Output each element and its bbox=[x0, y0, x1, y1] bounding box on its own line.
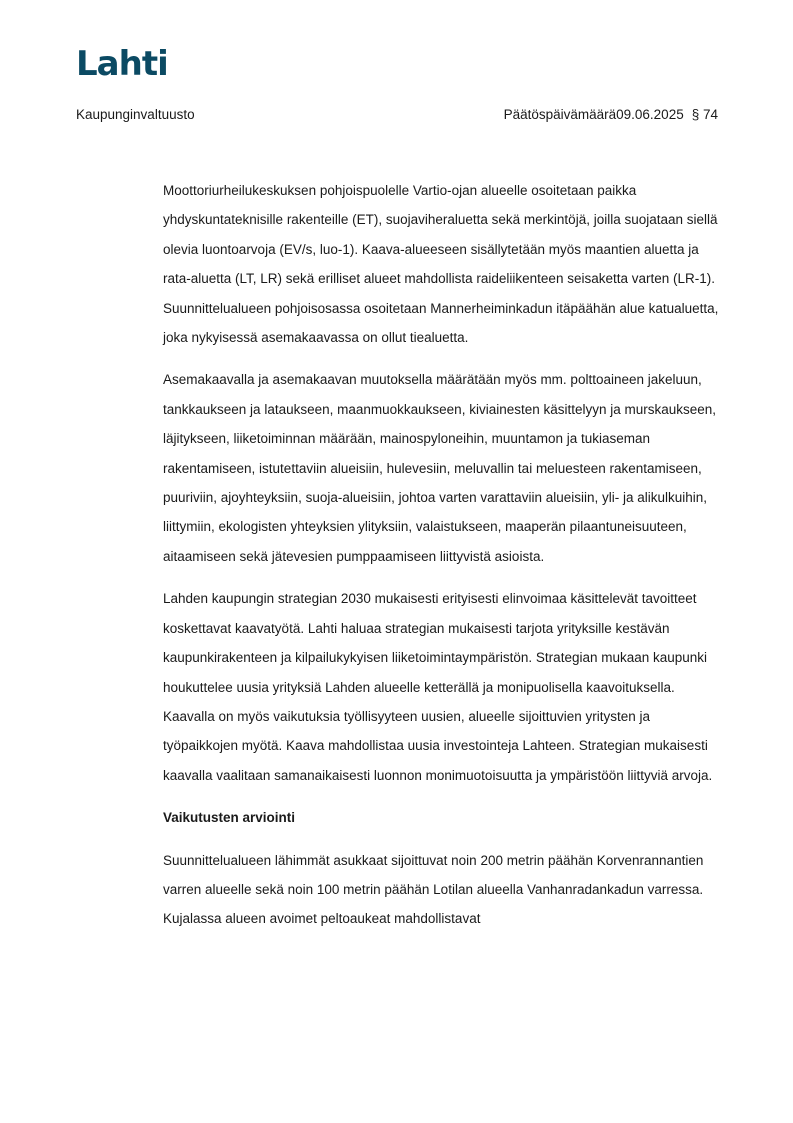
section-heading: Vaikutusten arviointi bbox=[163, 810, 296, 826]
body-paragraph: Moottoriurheilukeskuksen pohjoispuolelle Vartio-ojan alueelle osoitetaan paikka yhdyskuntateknisille rakenteille (ET), suojaviheraluetta sekä merkintöjä, joilla suojataan siellä olevia luontoarvoja (EV/s, luo-1). Kaava-alueeseen sisällytetään myös maantien aluetta ja rata-aluetta (LT, LR) sekä erilliset alueet mahdollista raideliikenteen seisaketta varten (LR-1). Suunnittelualueen pohjoisosassa osoitetaan Mannerheiminkadun itäpäähän alue katualuetta, joka nykyisessä asemakaavassa on ollut tiealuetta. bbox=[163, 183, 719, 346]
decision-meta bbox=[504, 106, 718, 124]
body-paragraph: Suunnittelualueen lähimmät asukkaat sijoittuvat noin 200 metrin päähän Korvenrannantien varren alueelle sekä noin 100 metrin päähän Lotilan alueella Vanhanradankadun varressa. Kujalassa alueen avoimet peltoaukeat mahdollistavat bbox=[163, 852, 704, 927]
decision-date-label: Päätöspäivämäärä09.06.2025 bbox=[503, 107, 684, 122]
document-header bbox=[76, 106, 718, 124]
document-body bbox=[163, 176, 723, 947]
organ-name: Kaupunginvaltuusto bbox=[76, 107, 195, 122]
decision-date: 09.06.2025 bbox=[616, 107, 684, 122]
section-number: § 74 bbox=[691, 107, 718, 122]
lahti-logo: Lahti bbox=[76, 44, 168, 84]
body-paragraph: Lahden kaupungin strategian 2030 mukaisesti erityisesti elinvoimaa käsittelevät tavoitteet koskettavat kaavatyötä. Lahti haluaa strategian mukaisesti tarjota yrityksille kestävän kaupunkirakenteen ja kilpailukykyisen liiketoimintaympäristön. Strategian mukaan kaupunki houkuttelee uusia yrityksiä Lahden alueelle ketterällä ja monipuolisella kaavoituksella. Kaavalla on myös vaikutuksia työllisyyteen uusien, alueelle sijoittuvien yritysten ja työpaikkojen myötä. Kaava mahdollistaa uusia investointeja Lahteen. Strategian mukaisesti kaavalla vaalitaan samanaikaisesti luonnon monimuotoisuutta ja ympäristöön liittyviä arvoja. bbox=[163, 591, 713, 783]
body-paragraph: Asemakaavalla ja asemakaavan muutoksella määrätään myös mm. polttoaineen jakeluun, tankkaukseen ja lataukseen, maanmuokkaukseen, kiviainesten käsittelyyn ja murskaukseen, läjitykseen, liiketoiminnan määrään, mainospyloneihin, muuntamon ja tukiaseman rakentamiseen, istutettaviin alueisiin, hulevesiin, meluvallin tai meluesteen rakentamiseen, puuriviin, ajoyhteyksiin, suoja-alueisiin, johtoa varten varattaviin alueisiin, yli- ja alikulkuihin, liittymiin, ekologisten yhteyksien ylityksiin, valaistukseen, maaperän pilaantuneisuuteen, aitaamiseen sekä jätevesien pumppaamiseen liittyvistä asioista. bbox=[163, 372, 717, 564]
